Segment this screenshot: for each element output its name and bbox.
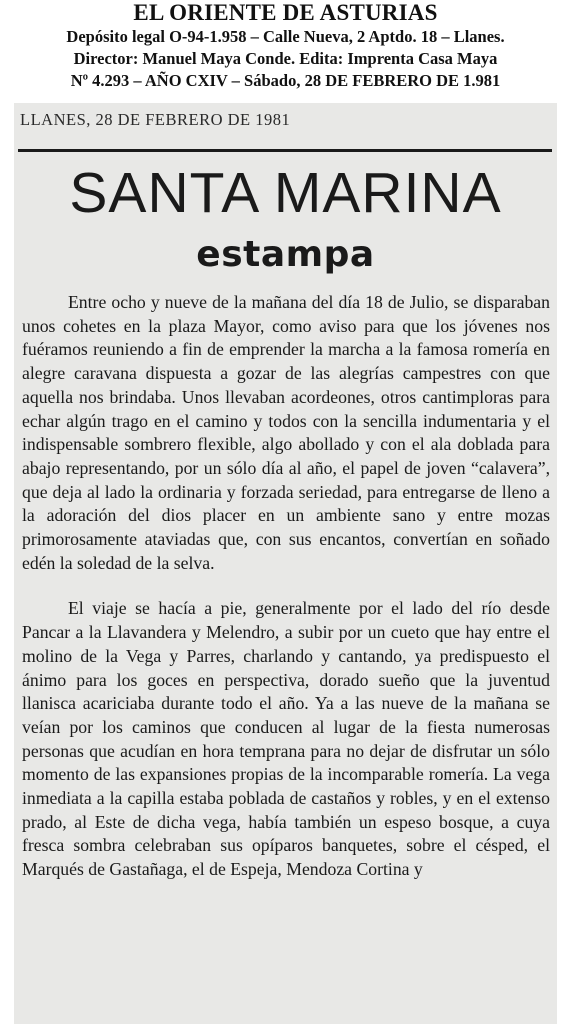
clipping-dateline: LLANES, 28 DE FEBRERO DE 1981 (20, 110, 291, 129)
article-paragraph: Entre ocho y nueve de la mañana del día 18 de Julio, se disparaban unos cohetes en la plaza Mayor, como aviso para que los jóvenes nos fuéramos reuniendo a fin de emprender la marcha a la famosa romería en alegre caravana dispuesta a gozar de las alegrías campestres con que aquella nos brindaba. Unos llevaban acordeones, otros cantimploras para echar algún trago en el camino y todos con la sencilla indumentaria y el indispensable sombrero flexible, algo abollado y con el ala doblada para abajo representando, por un sólo día al año, el papel de joven “calavera”, que deja al lado la ordinaria y forzada seriedad, para entregarse de lleno a la adoración del dios placer en un ambiente sano y entre mozas primorosamente ataviadas que, con sus encantos, convertían en soñado edén la soledad de la selva. (22, 292, 550, 573)
director-line: Director: Manuel Maya Conde. Edita: Imprenta Casa Maya (73, 49, 498, 68)
newspaper-masthead (0, 0, 571, 92)
article-paragraph: El viaje se hacía a pie, generalmente por el lado del río desde Pancar a la Llavandera y Melendro, a subir por un cueto que hay entre el molino de la Vega y Parres, charlando y cantando, ya predispuesto el ánimo para los goces en perspectiva, dorado sueño que la juventud llanisca acariciaba durante todo el año. Ya a las nueve de la mañana se veían por los caminos que conducen al lugar de la fiesta numerosas personas que acudían en hora temprana para no dejar de disfrutar un sólo momento de las expansiones propias de la incomparable romería. La vega inmediata a la capilla estaba poblada de castaños y robles, y en el extenso prado, al Este de dicha vega, había también un espeso bosque, a cuya fresca sombra celebraban sus opíparos banquetes, sobre el césped, el Marqués de Gastañaga, el de Espeja, Mendoza Cortina y (22, 598, 550, 880)
issue-date-line: Nº 4.293 – AÑO CXIV – Sábado, 28 DE FEBRERO DE 1.981 (70, 71, 501, 90)
newspaper-clipping (14, 103, 557, 1024)
article-body (22, 291, 550, 882)
article-headline: SANTA MARINA (69, 161, 502, 225)
newspaper-title: EL ORIENTE DE ASTURIAS (133, 0, 438, 25)
header-rule (18, 149, 552, 152)
article-subhead: estampa (196, 234, 375, 275)
legal-deposit-line: Depósito legal O-94-1.958 – Calle Nueva, 2 Aptdo. 18 – Llanes. (66, 27, 505, 46)
